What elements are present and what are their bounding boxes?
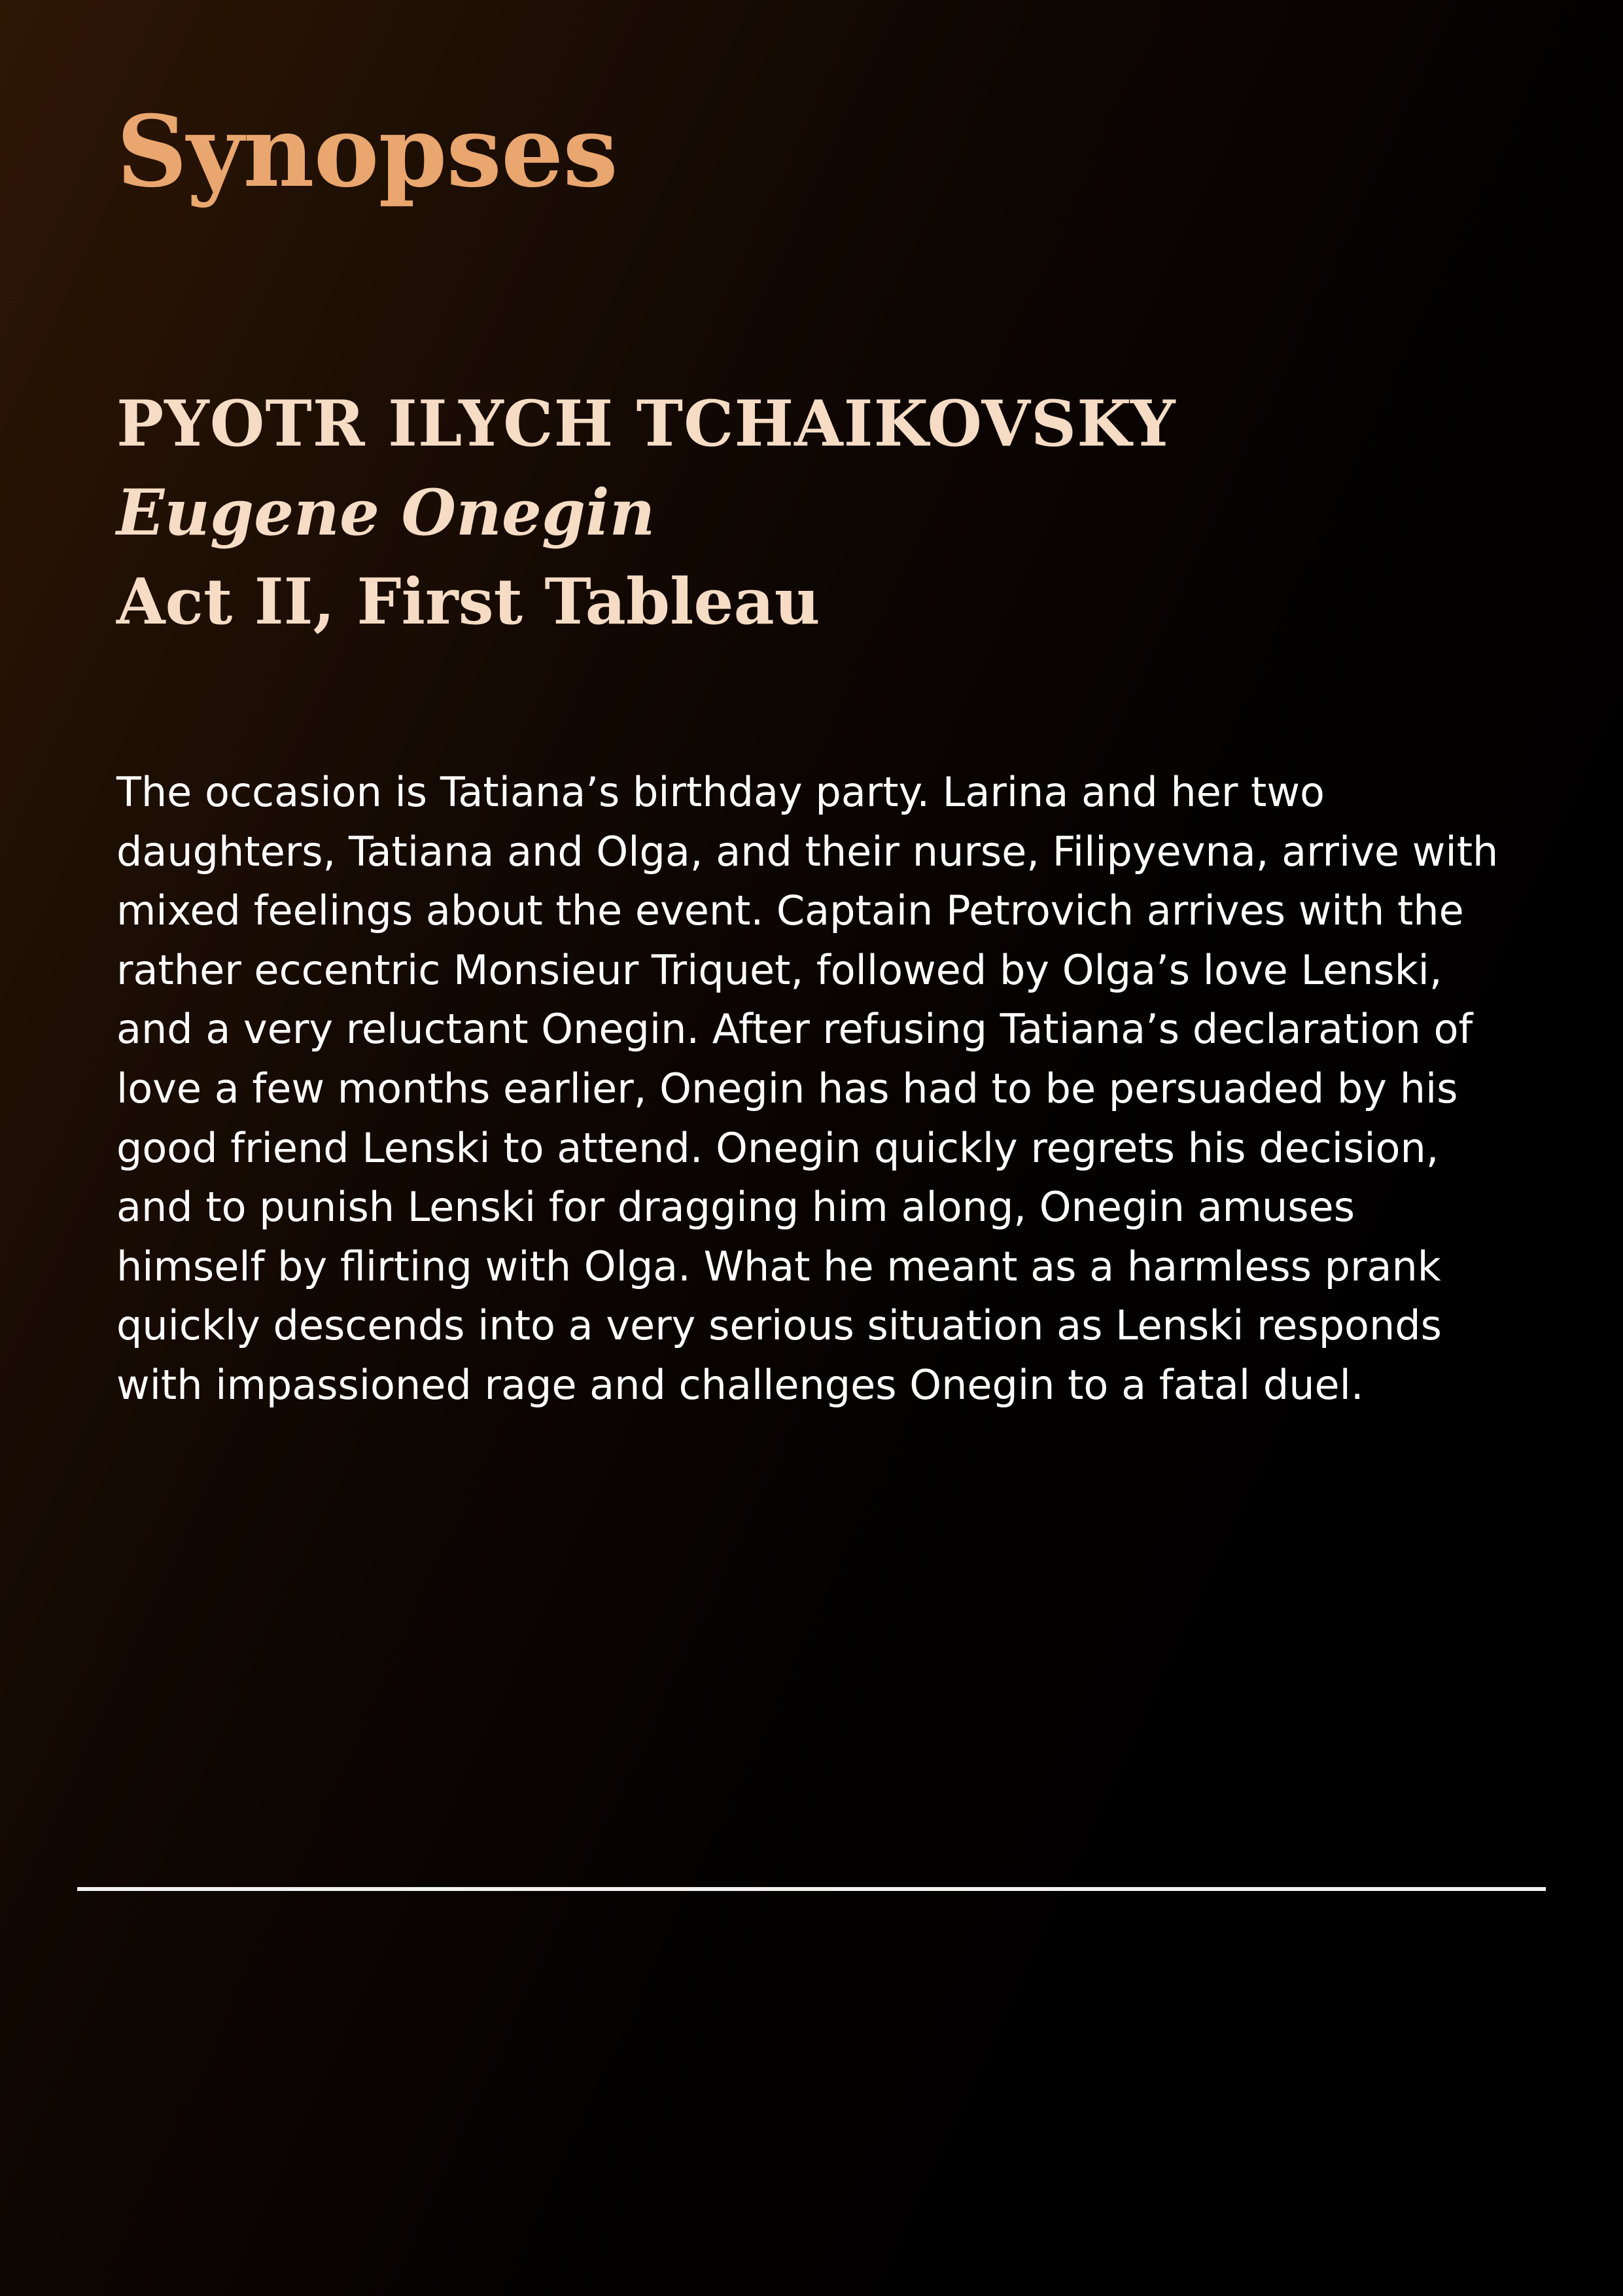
composer-name: PYOTR ILYCH TCHAIKOVSKY — [116, 387, 1176, 461]
page-heading: Synopses — [116, 94, 618, 209]
synopsis-text: The occasion is Tatiana’s birthday party. Larina and her two daughters, Tatiana and Olga, and their nurse, Filipyevna, arrive with mixed feelings about the event. Captain Petrovich arrives with the rather eccentric Monsieur Triquet, followed by Olga’s love Lenski, and a very reluctant Onegin. After refusing Tatiana’s declaration of love a few months earlier, Onegin has had to be persuaded by his good friend Lenski to attend. Onegin quickly regrets his decision, and to punish Lenski for dragging him along, Onegin amuses himself by flirting with Olga. What he meant as a harmless prank quickly descends into a very serious situation as Lenski responds with impassioned rage and challenges Onegin to a fatal duel. — [116, 768, 1499, 1409]
divider-line — [77, 1887, 1546, 1891]
act-section-title: Act II, First Tableau — [116, 565, 820, 639]
work-info — [116, 380, 1503, 646]
opera-title: Eugene Onegin — [116, 476, 655, 550]
